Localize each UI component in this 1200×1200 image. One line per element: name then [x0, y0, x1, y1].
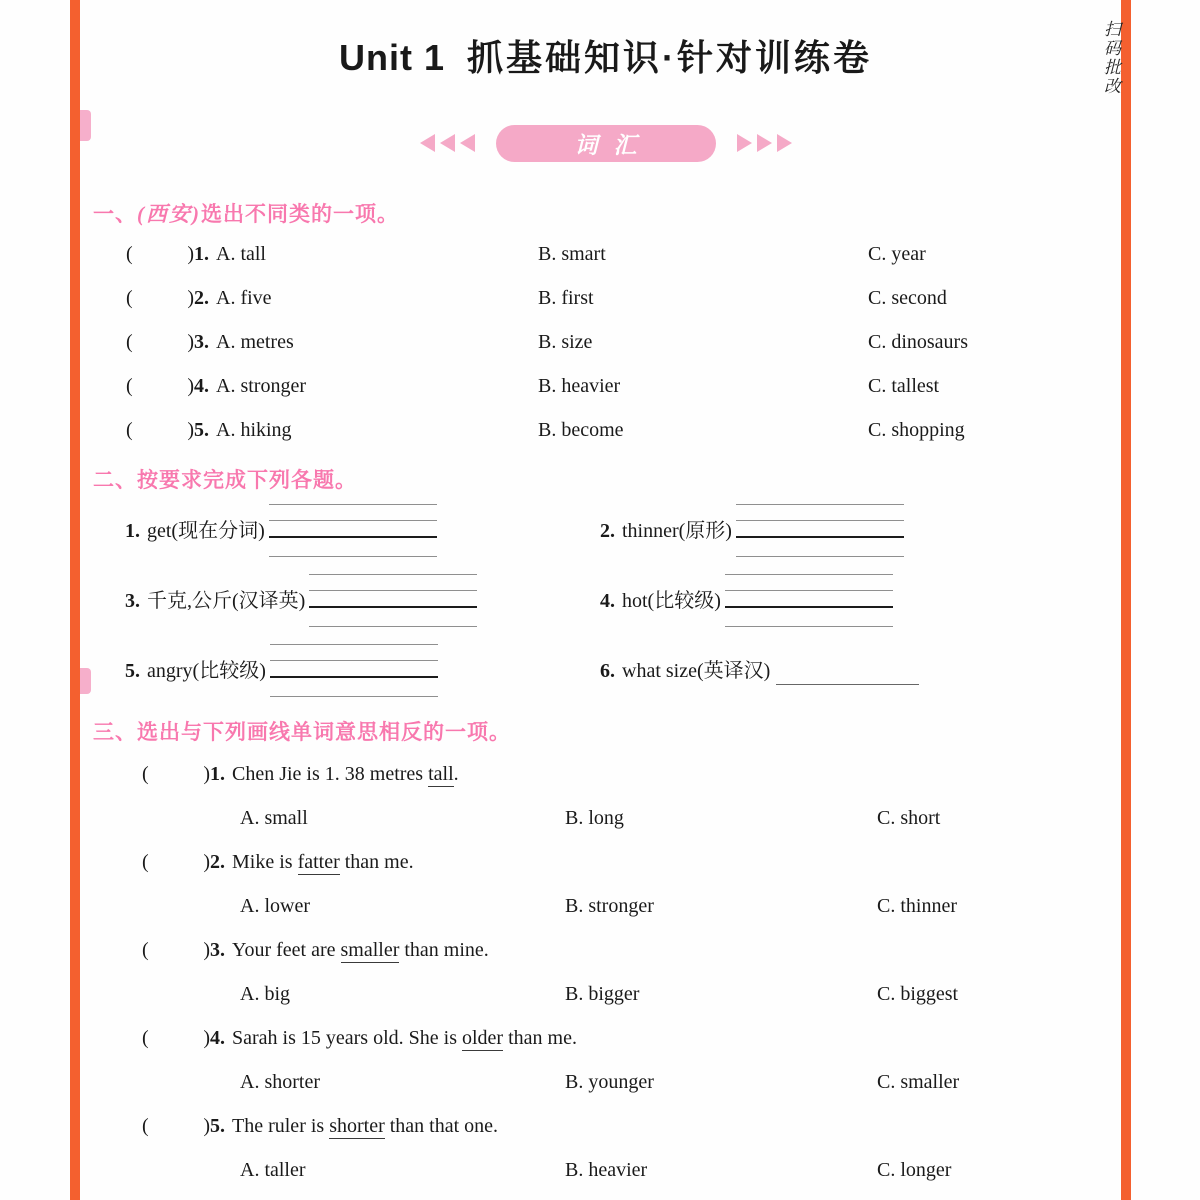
option-b: B. stronger [565, 894, 654, 917]
answer-bracket: ( ) [142, 851, 210, 873]
fill-blank-row [90, 503, 1121, 557]
question-block [90, 1104, 1121, 1192]
option-b: B. heavier [538, 374, 621, 397]
vocabulary-banner [90, 124, 1121, 162]
option-b: B. bigger [565, 982, 640, 1005]
option-a: A. big [240, 982, 290, 1005]
triangle-right-icon [737, 134, 752, 152]
banner-right-arrows [737, 134, 792, 152]
fill-blank-item: 3. 千克,公斤(汉译英) [125, 573, 595, 627]
section3-heading: 三、选出与下列画线单词意思相反的一项。 [93, 721, 511, 744]
question-options [90, 1060, 1121, 1104]
right-border-stripe [1121, 0, 1131, 1200]
choice-row [90, 364, 1121, 408]
choice-row [90, 232, 1121, 276]
underlined-word: smaller [340, 939, 400, 961]
underlined-word: fatter [297, 851, 340, 873]
fill-blank-item: 4. hot(比较级) [600, 573, 893, 627]
question-block [90, 840, 1121, 928]
option-a: A. taller [240, 1158, 306, 1181]
question-options [90, 1148, 1121, 1192]
fill-blank-item: 5. angry(比较级) [125, 643, 595, 697]
fill-blank-item: 6. what size(英译汉) [600, 654, 919, 685]
option-c: C. thinner [877, 894, 957, 917]
option-b: B. first [538, 286, 594, 309]
fill-blank-item: 1. get(现在分词) [125, 503, 595, 557]
triangle-right-icon [777, 134, 792, 152]
answer-blank-fourline [309, 573, 477, 627]
option-b: B. long [565, 806, 624, 829]
banner-label: 词汇 [574, 132, 653, 158]
answer-bracket: ( ) [126, 286, 194, 309]
answer-bracket: ( ) [142, 1027, 210, 1049]
left-border-stripe [70, 0, 80, 1200]
fill-blank-row [90, 643, 1121, 697]
banner-pill [496, 125, 716, 162]
answer-bracket: ( ) [126, 374, 194, 397]
question-stem: ( ) 2. Mike is fatter than me. [90, 840, 1121, 884]
answer-bracket: ( ) [126, 242, 194, 265]
option-c: C. short [877, 806, 941, 829]
underlined-word: older [461, 1027, 504, 1049]
answer-blank-line [776, 675, 919, 685]
question-options [90, 796, 1121, 840]
option-a: A. shorter [240, 1070, 320, 1093]
triangle-left-icon [420, 134, 435, 152]
question-stem: ( ) 1. Chen Jie is 1. 38 metres tall. [90, 752, 1121, 796]
question-stem: ( ) 5. The ruler is shorter than that one. [90, 1104, 1121, 1148]
triangle-left-icon [440, 134, 455, 152]
option-b: B. smart [538, 242, 606, 265]
option-b: B. become [538, 418, 624, 441]
answer-blank-fourline [270, 643, 438, 697]
section2-heading: 二、按要求完成下列各题。 [93, 469, 357, 492]
answer-blank-fourline [725, 573, 893, 627]
answer-bracket: ( ) [142, 763, 210, 785]
fill-blank-item: 2. thinner(原形) [600, 503, 904, 557]
option-b: B. size [538, 330, 593, 353]
scan-to-grade-note: 扫码批改 [1101, 20, 1120, 96]
page-title-zh: 抓基础知识·针对训练卷 [467, 37, 872, 78]
section3-items [90, 752, 1121, 1192]
option-a: 5. A. hiking [194, 418, 292, 441]
question-stem: ( ) 4. Sarah is 15 years old. She is older than me. [90, 1016, 1121, 1060]
option-c: C. smaller [877, 1070, 960, 1093]
fill-blank-row [90, 573, 1121, 627]
underlined-word: tall [428, 763, 454, 785]
option-a: 3. A. metres [194, 330, 294, 353]
question-options [90, 884, 1121, 928]
triangle-right-icon [757, 134, 772, 152]
option-c: C. second [868, 286, 947, 309]
option-b: B. younger [565, 1070, 654, 1093]
option-c: C. year [868, 242, 926, 265]
page-title-unit: Unit 1 [338, 37, 445, 78]
section1-heading: 一、(西安)选出不同类的一项。 [93, 202, 399, 226]
page-title [90, 30, 1121, 81]
option-a: 4. A. stronger [194, 374, 306, 397]
option-c: C. tallest [868, 374, 940, 397]
question-block [90, 752, 1121, 840]
question-options [90, 972, 1121, 1016]
option-a: A. lower [240, 894, 310, 917]
banner-left-arrows [420, 134, 475, 152]
question-stem: ( ) 3. Your feet are smaller than mine. [90, 928, 1121, 972]
question-block [90, 1016, 1121, 1104]
option-a: 2. A. five [194, 286, 272, 309]
option-b: B. heavier [565, 1158, 648, 1181]
choice-row [90, 408, 1121, 452]
option-c: C. shopping [868, 418, 965, 441]
option-c: C. dinosaurs [868, 330, 968, 353]
choice-row [90, 320, 1121, 364]
question-block [90, 928, 1121, 1016]
option-a: 1. A. tall [194, 242, 266, 265]
answer-bracket: ( ) [142, 1115, 210, 1137]
underlined-word: shorter [329, 1115, 385, 1137]
option-c: C. biggest [877, 982, 959, 1005]
option-a: A. small [240, 806, 308, 829]
answer-bracket: ( ) [126, 418, 194, 441]
answer-blank-fourline [736, 503, 904, 557]
answer-bracket: ( ) [142, 939, 210, 961]
answer-blank-fourline [269, 503, 437, 557]
answer-bracket: ( ) [126, 330, 194, 353]
choice-row [90, 276, 1121, 320]
section1-items [90, 232, 1121, 452]
option-c: C. longer [877, 1158, 952, 1181]
triangle-left-icon [460, 134, 475, 152]
source-tag: (西安) [137, 202, 201, 226]
